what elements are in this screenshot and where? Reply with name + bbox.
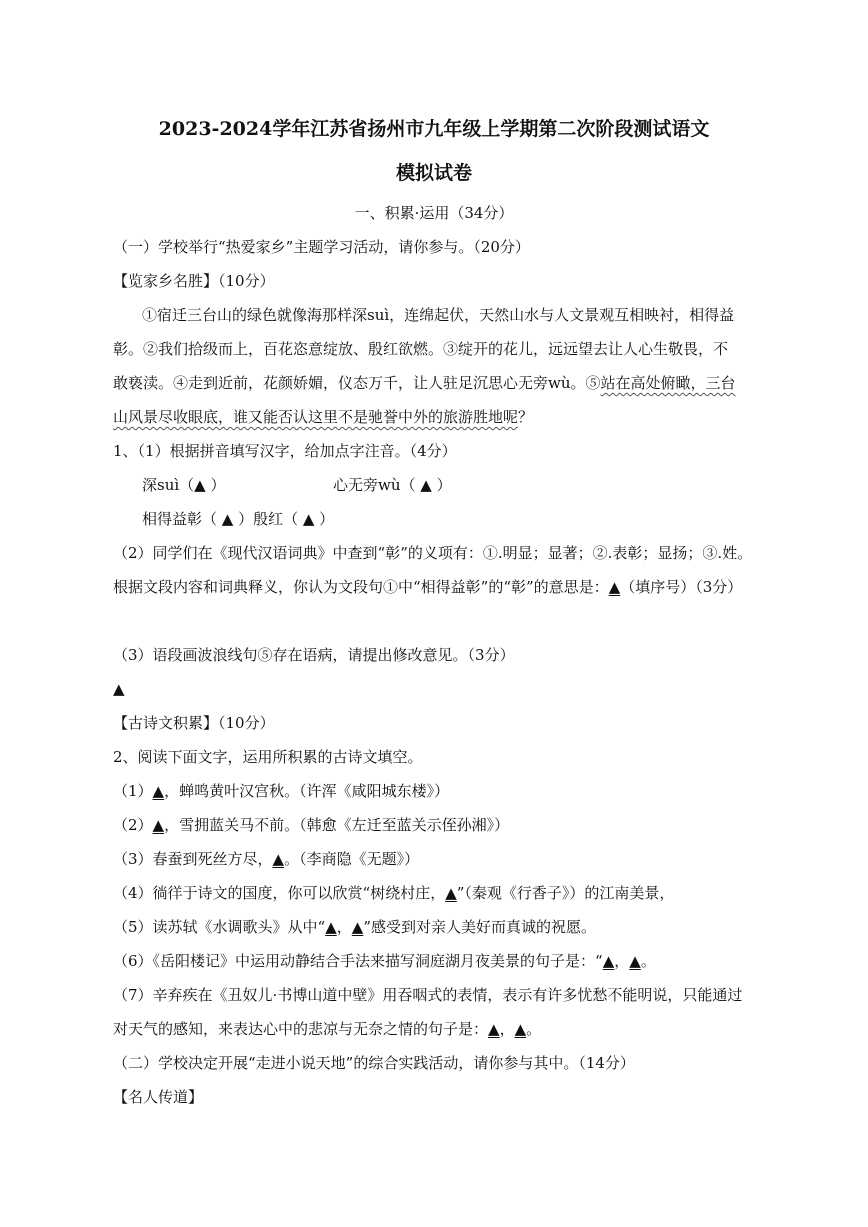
section-heading: 一、积累·运用（34分）: [354, 204, 514, 222]
poetry-item-6: [113, 950, 768, 972]
question-1-2-line-2: [113, 576, 768, 598]
item-number: （2）: [113, 816, 153, 834]
poetry-item-2: [113, 814, 768, 836]
passage-text: 敢亵渎。④走到近前，花颜娇媚，仪态万千，让人驻足沉思心无旁wù。⑤: [113, 374, 601, 392]
question-text: 根据文段内容和词典释义，你认为文段句①中“相得益彰”的“彰”的意思是：: [113, 578, 609, 596]
item-text: ，: [336, 918, 352, 936]
passage-line-2: 彰。②我们拾级而上，百花恣意绽放、殷红欲燃。③绽开的花儿，远远望去让人心生敬畏，不: [113, 340, 729, 358]
item-text: ，雪拥蓝关马不前。（韩愈《左迁至蓝关示侄孙湘》）: [164, 816, 510, 834]
question-1-heading: 1、（1）根据拼音填写汉字，给加点字注音。（4分）: [113, 442, 457, 460]
answer-blank-marker: ▲: [113, 680, 125, 698]
answer-blank-marker: ▲: [445, 884, 457, 902]
item-text: 。（李商隐《无题》）: [284, 850, 420, 868]
subsection-heading-poetry: 【古诗文积累】（10分）: [113, 714, 275, 732]
poetry-item-3: [113, 848, 768, 870]
answer-blank-sui: 深suì（▲ ）: [142, 476, 226, 494]
answer-blank-marker: ▲: [514, 1020, 527, 1038]
answer-blank-marker: ▲: [488, 1020, 500, 1038]
item-number: （1）: [113, 782, 153, 800]
subsection-heading-scenery: 【览家乡名胜】（10分）: [113, 272, 275, 290]
item-text: ，: [499, 1020, 515, 1038]
passage-line-3: [113, 372, 768, 394]
answer-blank-marker: ▲: [608, 578, 621, 596]
passage-line-4: [113, 406, 768, 428]
exam-title-line1: 2023-2024学年江苏省扬州市九年级上学期第二次阶段测试语文: [158, 118, 710, 140]
answer-blank-marker: ▲: [351, 918, 364, 936]
poetry-item-7-line-1: （7）辛弃疾在《丑奴儿·书博山道中壁》用吞咽式的表情，表示有许多忧愁不能明说，只能通过: [113, 986, 743, 1004]
item-text: 。: [526, 1020, 542, 1038]
question-1-3: （3）语段画波浪线句⑤存在语病，请提出修改意见。（3分）: [113, 646, 515, 664]
answer-blank-pinyin: 相得益彰（ ▲ ）殷红（ ▲ ）: [142, 510, 335, 528]
part-two-heading: （二）学校决定开展“走进小说天地”的综合实践活动，请你参与其中。（14分）: [113, 1054, 635, 1072]
poetry-item-4: [113, 882, 768, 904]
item-text: （5）读苏轼《水调歌头》从中“: [113, 918, 326, 936]
passage-text: ？: [518, 408, 534, 426]
passage-line-1: ①宿迁三台山的绿色就像海那样深suì，连绵起伏，天然山水与人文景观互相映衬，相得益: [142, 306, 735, 324]
item-text: （4）徜徉于诗文的国度，你可以欣赏“树绕村庄，: [113, 884, 446, 902]
wavy-underlined-sentence-end: 山风景尽收眼底，谁又能否认这里不是驰誉中外的旅游胜地呢: [113, 408, 519, 426]
answer-blank-marker: ▲: [629, 952, 641, 970]
item-text: 。: [640, 952, 656, 970]
answer-blank-marker: ▲: [272, 850, 285, 868]
part-one-heading: （一）学校举行“热爱家乡”主题学习活动，请你参与。（20分）: [113, 238, 530, 256]
answer-blank-marker: ▲: [325, 918, 337, 936]
subsection-heading-celebrity: 【名人传道】: [113, 1088, 204, 1106]
item-text: ”感受到对亲人美好而真诚的祝愿。: [363, 918, 596, 936]
exam-title-line2: 模拟试卷: [395, 162, 472, 184]
item-text: （6）《岳阳楼记》中运用动静结合手法来描写洞庭湖月夜美景的句子是：“: [113, 952, 603, 970]
answer-blank-marker: ▲: [152, 782, 165, 800]
question-1-2-line-1: （2）同学们在《现代汉语词典》中查到“彰”的义项有：①.明显；显著；②.表彰；显扬；③.姓。: [113, 544, 753, 562]
answer-blank-marker: ▲: [152, 816, 165, 834]
item-text: ”（秦观《行香子》）的江南美景，: [456, 884, 675, 902]
question-2-heading: 2、阅读下面文字，运用所积累的古诗文填空。: [113, 748, 423, 766]
wavy-underlined-sentence: 站在高处俯瞰，三台: [600, 374, 736, 392]
item-text: 对天气的感知，来表达心中的悲凉与无奈之情的句子是：: [113, 1020, 489, 1038]
item-text: （3）春蚕到死丝方尽，: [113, 850, 273, 868]
answer-blank-wu: 心无旁wù（ ▲ ）: [333, 476, 452, 494]
poetry-item-5: [113, 916, 768, 938]
poetry-item-7-line-2: [113, 1018, 768, 1040]
item-text: ，: [614, 952, 630, 970]
question-text: （填序号）（3分）: [620, 578, 743, 596]
poetry-item-1: [113, 780, 768, 802]
item-text: ，蝉鸣黄叶汉宫秋。（许浑《咸阳城东楼》）: [164, 782, 450, 800]
answer-blank-marker: ▲: [602, 952, 615, 970]
